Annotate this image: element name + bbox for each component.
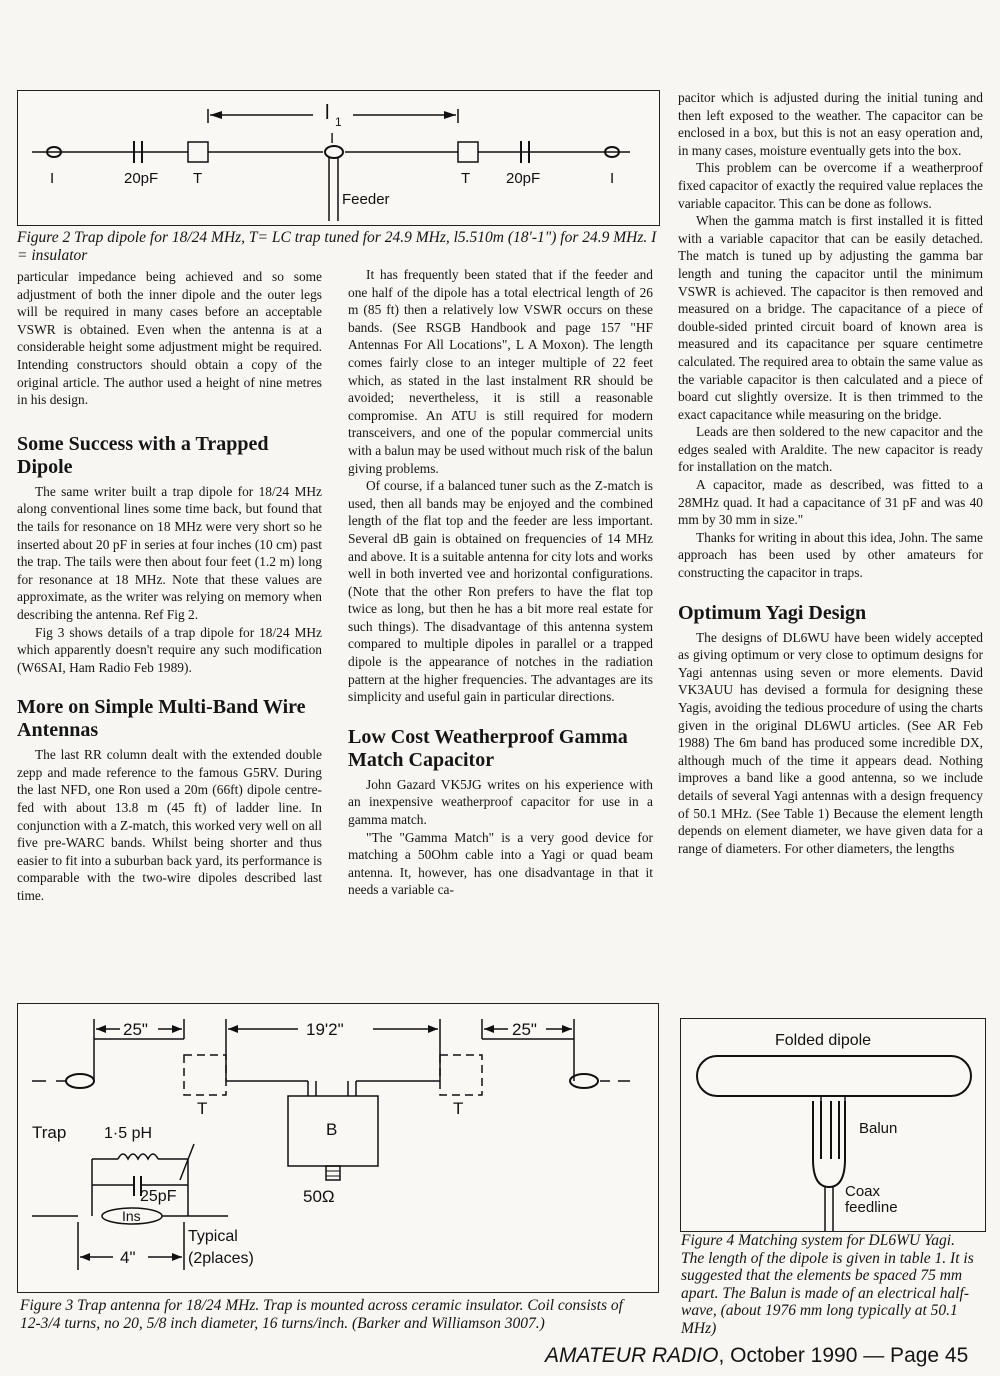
- figure-3: [17, 1003, 659, 1293]
- dimension-small: 4": [120, 1248, 136, 1267]
- figure-2-caption: Figure 2 Trap dipole for 18/24 MHz, T= LC trap tuned for 24.9 MHz, l5.510m (18'-1") for 24.9 MHz. I = insulator: [17, 229, 657, 264]
- figure-4: [680, 1018, 986, 1232]
- top-insulator-label: I: [330, 130, 335, 147]
- impedance-label: 50Ω: [303, 1187, 335, 1206]
- coil-label: 1·5 pH: [104, 1125, 153, 1142]
- magazine-name: AMATEUR RADIO: [545, 1344, 719, 1367]
- figure-4-diagram: [681, 1019, 985, 1231]
- feeder-label: Feeder: [342, 191, 390, 208]
- trap-right: [458, 142, 478, 162]
- trap-left: [188, 142, 208, 162]
- coil-icon: [118, 1154, 158, 1159]
- paragraph: Of course, if a balanced tuner such as the Z-match is used, then all bands may be enjoyed and the combined length of the flat top and the feeder are less important. Several dB gain is obtained on frequencies of 14 MHz and above. It is a suitable antenna for city lots and works well in both inverted vee and horizontal configurations. (Note that the other Ron prefers to have the flat top twice as long, but then he has a bit more real estate for such things). The disadvantage of this antenna system compared to multiple dipoles in parallel or a trapped dipole is the appearance of notches in the radiation pattern at the higher frequencies. The advantages are its simplicity and useful gain in particular directions.: [348, 478, 653, 705]
- figure-2: [17, 90, 660, 226]
- figure-4-caption: Figure 4 Matching system for DL6WU Yagi. The length of the dipole is given in table 1. It is suggested that the elements be spaced 75 mm apart. The Balun is made of an electrical half-wave, (about 1976 mm long typically at 50.1 MHz): [681, 1232, 974, 1337]
- dimension-right: 25": [512, 1020, 537, 1039]
- figure-3-diagram: [18, 1004, 658, 1292]
- insulator-centre: [325, 146, 343, 158]
- trap-left-box: [184, 1055, 226, 1095]
- paragraph: pacitor which is adjusted during the initial tuning and then left exposed to the weather. The capacitor can be enclosed in a box, but this is not an easy operation and, in many cases, moisture eventually gets into the box.: [678, 90, 983, 158]
- end-insulator-left: [66, 1074, 94, 1088]
- l1-label: l: [325, 102, 330, 124]
- capacitor-label: 25pF: [140, 1188, 177, 1205]
- paragraph: When the gamma match is first installed it is fitted with a variable capacitor that can be easily detached. The match is tuned up by adjusting the gamma bar length and tuning the capacitor until the minimum VSWR is achieved. The capacitor is then removed and measured on a bridge. The capacitance of a piece of double-sided printed circuit board of known area is measured and its capacitance per square centimetre calculated. The required area to obtain the same value as the variable capacitor is then calculated and a piece of board cut slightly oversize. It is then trimmed to the exact capacitance while measuring on the bridge.: [678, 213, 983, 422]
- insulator-label: Ins: [122, 1208, 141, 1224]
- capacitor-right-label: 20pF: [506, 170, 541, 187]
- trap-detail-label: Trap: [32, 1123, 67, 1142]
- insulator-right-label: I: [610, 170, 615, 187]
- heading-gamma-match: Low Cost Weatherproof Gamma Match Capacitor: [348, 725, 628, 771]
- paragraph: "The "Gamma Match" is a very good device for matching a 50Ohm cable into a Yagi or quad beam antenna. It, however, has one disadvantage in that it needs a variable ca-: [348, 829, 653, 898]
- heading-yagi-design: Optimum Yagi Design: [678, 601, 867, 624]
- column-3: [678, 89, 983, 857]
- insulator-left-label: I: [50, 170, 55, 187]
- page-footer: [545, 1344, 995, 1368]
- paragraph: Fig 3 shows details of a trap dipole for 18/24 MHz which apparently doesn't require any such modification (W6SAI, Ham Radio Feb 1989).: [17, 624, 322, 675]
- paragraph: It has frequently been stated that if the feeder and one half of the dipole has a total electrical length of 26 m (85 ft) then a relatively low VSWR occurs on these bands. (See RSGB Handbook and page 157 "HF Antennas For All Locations", L A Moxon). The length comes fairly close to an integer multiple of 22 feet which, as stated in the last instalment RR should be avoided; nevertheless, it is still a reasonable compromise. An ATU is still required for modern transceivers, and one of the popular commercial units with a balun may be used without much risk of the balun giving problems.: [348, 267, 653, 476]
- trap-left-label: T: [193, 170, 203, 187]
- dimension-left: 25": [123, 1020, 148, 1039]
- l1-subscript: 1: [335, 115, 342, 129]
- trap-right-label: T: [453, 1099, 464, 1118]
- places-label: (2places): [188, 1250, 254, 1267]
- issue-page: , October 1990 — Page 45: [718, 1344, 969, 1367]
- column-2: [348, 266, 653, 899]
- connector-icon: [326, 1166, 340, 1180]
- paragraph: The same writer built a trap dipole for 18/24 MHz along conventional lines some time back, but found that the tails for resonance on 18 MHz were very short so he inserted about 20 pF in series at four inches (10 cm) past the trap. The tails were then about four feet (1.2 m) long for resonance at 18 MHz. Note that these values are approximate, as the writer was relying on memory when describing the antenna. Ref Fig 2.: [17, 483, 322, 622]
- paragraph: A capacitor, made as described, was fitted to a 28MHz quad. It had a capacitance of 31 pF and was 40 mm by 30 mm in size.": [678, 477, 983, 528]
- column-1: [17, 268, 322, 905]
- paragraph: Thanks for writing in about this idea, John. The same approach has been used by other amateurs for constructing the capacitor in traps.: [678, 529, 983, 581]
- paragraph: Leads are then soldered to the new capacitor and the edges sealed with Araldite. The new capacitor is ready for installation on the match.: [678, 424, 983, 475]
- trap-right-box: [440, 1055, 482, 1095]
- feedline-label: feedline: [845, 1199, 898, 1216]
- typical-label: Typical: [188, 1228, 238, 1245]
- heading-trapped-dipole: Some Success with a Trapped Dipole: [17, 432, 269, 478]
- heading-multi-band: More on Simple Multi-Band Wire Antennas: [17, 696, 306, 742]
- paragraph: This problem can be overcome if a weatherproof fixed capacitor of exactly the required value replaces the variable capacitor. This can be done as follows.: [678, 160, 983, 211]
- figure-3-caption: Figure 3 Trap antenna for 18/24 MHz. Trap is mounted across ceramic insulator. Coil consists of 12-3/4 turns, no 20, 5/8 inch diameter, 16 turns/inch. (Barker and Williamson 3007.): [20, 1297, 623, 1332]
- trap-left-label: T: [197, 1099, 208, 1118]
- balun-label: B: [326, 1120, 338, 1139]
- paragraph: The last RR column dealt with the extended double zepp and made reference to the famous G5RV. During the last NFD, one Ron used a 20m (66ft) dipole centre-fed with about 13.8 m (45 ft) of ladder line. In conjunction with a Z-match, this worked very well on all five pre-WARC bands. Whilst being shorter and thus easier to fit into a suburban back yard, its performance is comparable with the two-wire dipoles described last time.: [17, 747, 322, 904]
- balun-label: Balun: [859, 1120, 898, 1137]
- paragraph: particular impedance being achieved and so some adjustment of both the inner dipole and the outer legs will be required in many cases before an acceptable VSWR is obtained. Even when the antenna is at a considerable height some adjustment might be required. Intending constructors should obtain a copy of the original article. The author used a height of nine metres in his design.: [17, 269, 322, 408]
- paragraph: John Gazard VK5JG writes on his experience with an inexpensive weatherproof capacitor for use in a gamma match.: [348, 776, 653, 828]
- folded-dipole-loop: [697, 1056, 971, 1096]
- balun-loop: [813, 1101, 845, 1187]
- paragraph: The designs of DL6WU have been widely accepted as giving optimum or very close to optimum designs for Yagi antennas using seven or more elements. David VK3AUU has devised a formula for designing these Yagis, avoiding the tedious procedure of using the charts given in the original DL6WU articles. (See AR Feb 1988) The 6m band has produced some incredible DX, although much of the time it appears dead. Nothing improves a band like a good antenna, so we include details of several Yagi antennas with a design frequency of 50.1 MHz. (See Table 1) Because the element length depends on element diameter, we have given data for a range of diameters. For other diameters, the lengths: [678, 629, 983, 856]
- trap-right-label: T: [461, 170, 471, 187]
- figure-2-diagram: [18, 91, 659, 225]
- dimension-middle: 19'2": [306, 1020, 344, 1039]
- capacitor-left-label: 20pF: [124, 170, 159, 187]
- folded-dipole-label: Folded dipole: [775, 1032, 872, 1049]
- coax-label: Coax: [845, 1183, 881, 1200]
